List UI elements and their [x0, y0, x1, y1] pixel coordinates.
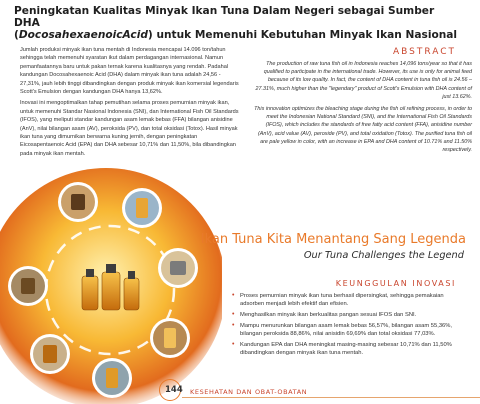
bullet-icon: •: [232, 340, 235, 348]
intro-paragraph-1: Jumlah produksi minyak ikan tuna mentah di Indonesia mencapai 14.096 ton/tahun sehingga telah memenuhi syaratan ikut dalam perdagangan internasional. Namun pemanfaatannya baru untuk pakan ternak karena kualitasnya yang rendah. Padahal kandungan Docosahexaenoic Acid (DHA) dalam minyak ikan tuna adalah 24,56 - 27,31%, jauh lebih tinggi dibandingkan dengan produk minyak ikan komersial legendaris Scott's Emulsion dengan kandungan DHA hanya 13,62%.: [20, 47, 239, 96]
refining-process-illustration: [0, 168, 222, 404]
process-photo-1: [58, 182, 98, 222]
list-item: [232, 311, 468, 319]
innovation-list: [232, 292, 468, 359]
bullet-icon: •: [232, 321, 235, 329]
section-label: KESEHATAN DAN OBAT-OBATAN: [190, 388, 308, 396]
abstract-paragraph-1: The production of raw tuna fish oil in Indonesia reaches 14,096 tons/year so that it has qualified to participate in the international trade. However, its use is only for animal feed because of its low quality. In fact, the content of DHA content in tuna fish oil is 24.56 – 27.31%, much higher than the "legendary" product of Scott's Emulsion with DHA content of just 13.62%.: [255, 61, 472, 100]
intro-text: [20, 46, 242, 161]
legend-subtitle: Our Tuna Challenges the Legend: [303, 250, 464, 261]
bullet-icon: •: [232, 292, 235, 299]
list-item-text: Kandungan EPA dan DHA meningkat masing-masing sebesar 10,71% dan 11,50% dibandingkan dengan minyak ikan tuna mentah.: [240, 341, 452, 356]
abstract-heading: ABSTRACT: [392, 47, 456, 57]
bullet-icon: •: [232, 310, 235, 318]
title-line2-open: (: [14, 29, 19, 41]
title-line2-rest: ) untuk Memenuhi Kebutuhan Minyak Ikan Nasional: [147, 29, 458, 41]
process-photo-4: [150, 318, 190, 358]
list-item: [232, 322, 468, 338]
footer-divider: [182, 397, 480, 398]
list-item: [232, 341, 468, 357]
abstract-paragraph-2: This innovation optimizes the bleaching stage during the fish oil refining process, in order to meet the Indonesian National Standard (SNI), and the International Fish Oil Standards (IFOS), which includes the standards of free fatty acid content (FFA), anisidine number (AnV), acid value (AV), peroxide (PV), and total oxidation (Totox). The purified tuna fish oil are pale yellow in color, with an increase in EPA and DHA content of 10.71% and 11.50% respectively.: [254, 106, 472, 154]
page-number: 144: [165, 385, 183, 395]
process-photo-6: [30, 334, 70, 374]
abstract-text: [254, 60, 472, 158]
legend-title: Ikan Tuna Kita Menantang Sang Legenda: [200, 232, 466, 247]
intro-paragraph-2: Inovasi ini mengoptimalkan tahap pemutihan selama proses pemurnian minyak ikan, untuk memenuhi Standar Nasional Indonesia (SNI), dan International Fish Oil Standards (IFOS), yang meliputi standar kandungan asam lemak bebas (FFA) bilangan anisidine (AnV), nilai bilangan asam (AV), peroksida (PV), dan total oksidasi (Totox). Hasil minyak ikan tuna yang dimurnikan berwarna kuning jernih, dengan peningkatan Eicosapentaenoic Acid (EPA) dan DHA sebesar 10,71% dan 11,50%, bila dibandingkan pada minyak ikan mentah.: [20, 100, 239, 157]
innovation-heading: KEUNGGULAN INOVASI: [335, 279, 456, 288]
process-photo-3: [158, 248, 198, 288]
list-item-text: Proses pemurnian minyak ikan tuna berhasil dipersingkat, sehingga pemakaian adsorben menjadi lebih efektif dan efisien.: [240, 293, 444, 308]
process-photo-7: [8, 266, 48, 306]
list-item-text: Mampu menurunkan bilangan asam lemak bebas 56,57%, bilangan asam 55,36%, bilangan peroksida 88,86%, nilai anisidin 69,69% dan total oksidasi 77,03%.: [240, 322, 453, 337]
list-item: [232, 292, 468, 308]
process-photo-5: [92, 358, 132, 398]
process-photo-2: [122, 188, 162, 228]
title-line2-italic: DocosahexaenoicAcid: [18, 29, 148, 41]
page-title: [14, 5, 459, 41]
title-line1: Peningkatan Kualitas Minyak Ikan Tuna Dalam Negeri sebagai Sumber DHA: [14, 5, 435, 29]
list-item-text: Menghasilkan minyak ikan berkualitas pangan sesuai IFOS dan SNI.: [240, 311, 417, 318]
